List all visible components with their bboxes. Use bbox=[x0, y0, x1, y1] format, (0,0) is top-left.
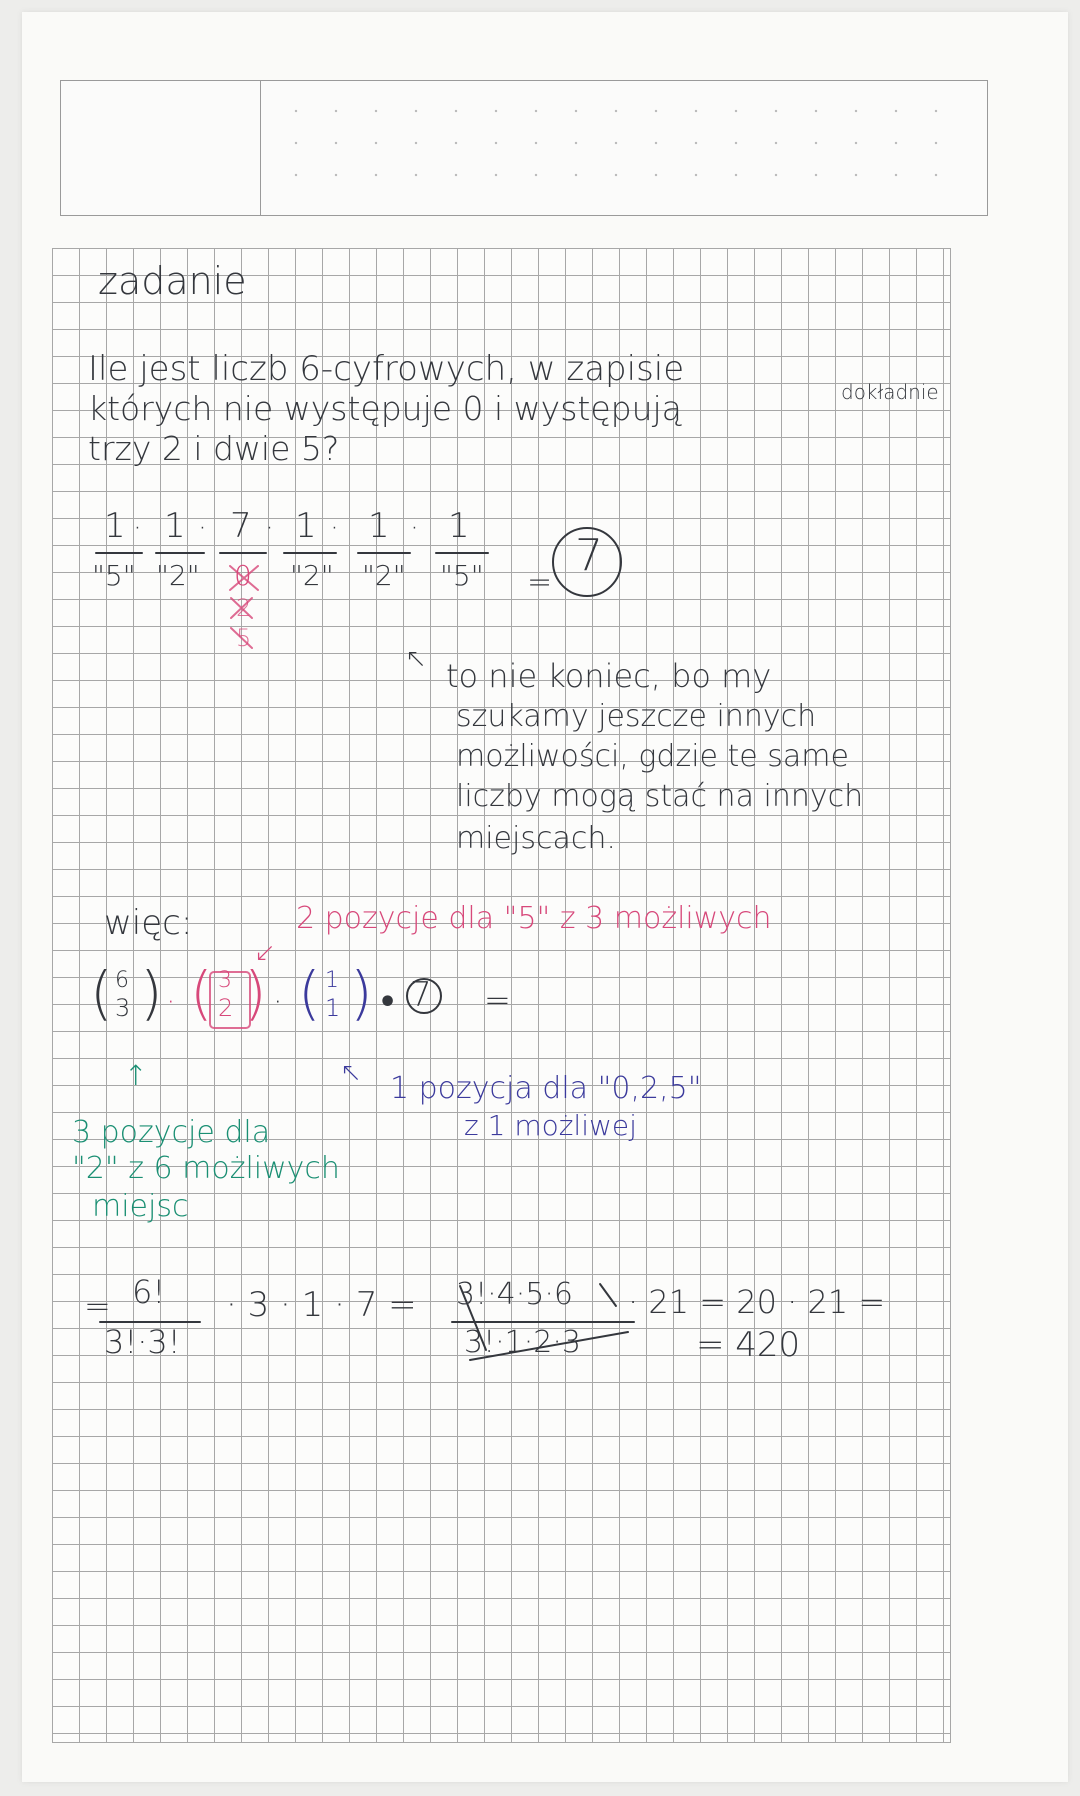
product-equals: = bbox=[527, 565, 553, 600]
binomial-1-paren-left: ( bbox=[90, 959, 113, 1027]
product-dot: · bbox=[265, 511, 274, 544]
final-result: = 420 bbox=[696, 1325, 801, 1365]
product-dot: · bbox=[198, 511, 207, 544]
green-arrow: ↑ bbox=[124, 1059, 148, 1092]
binomial-dot: • bbox=[378, 985, 398, 1020]
product-denominator-2: "2" bbox=[156, 559, 200, 592]
problem-insert-word: dokładnie bbox=[841, 380, 939, 404]
binomial-1-top: 6 bbox=[115, 968, 129, 993]
binomial-2-bottom: 2 bbox=[218, 994, 234, 1022]
purple-note-line-1: 1 pozycja dla "0,2,5" bbox=[390, 1071, 702, 1106]
pink-arrow: ↙ bbox=[254, 938, 276, 968]
binomial-2-paren-right: ) bbox=[244, 959, 267, 1027]
product-dot: · bbox=[133, 511, 142, 544]
note-line-5: miejscach. bbox=[456, 821, 616, 856]
binomial-dot: · bbox=[166, 985, 176, 1020]
final-fraction2-denominator: 3!·1·2·3 bbox=[464, 1325, 581, 1360]
final-fraction2-numerator: 3!·4·5·6 bbox=[456, 1277, 573, 1312]
note-line-1: to nie koniec, bo my bbox=[446, 657, 772, 695]
binomial-3-paren-right: ) bbox=[350, 959, 373, 1027]
problem-line-3: trzy 2 i dwie 5? bbox=[88, 429, 340, 468]
product-numerator-3: 7 bbox=[230, 506, 252, 546]
binomial-3-top: 1 bbox=[325, 968, 339, 993]
product-numerator-6: 1 bbox=[448, 506, 470, 546]
product-result: 7 bbox=[575, 530, 603, 581]
binomial-3-paren-left: ( bbox=[298, 959, 321, 1027]
wiec-label: więc: bbox=[104, 903, 193, 943]
note-line-3: możliwości, gdzie te same bbox=[456, 739, 849, 774]
binomial-dot: · bbox=[273, 985, 283, 1020]
product-denominator-3: 0 bbox=[234, 559, 252, 592]
product-numerator-5: 1 bbox=[368, 506, 390, 546]
crossed-digit: 2 bbox=[236, 594, 252, 622]
binomial-circled-seven: 7 bbox=[410, 975, 432, 1015]
green-note-line-1: 3 pozycje dla bbox=[72, 1115, 271, 1150]
binomial-2-top: 3 bbox=[218, 968, 232, 993]
final-fraction-denominator: 3!·3! bbox=[104, 1323, 181, 1361]
product-denominator-6: "5" bbox=[440, 559, 484, 592]
binomial-1-bottom: 3 bbox=[115, 994, 131, 1022]
binomial-equals: = bbox=[484, 981, 511, 1019]
problem-line-1: Ile jest liczb 6-cyfrowych, w zapisie bbox=[88, 349, 685, 389]
binomial-1-paren-right: ) bbox=[140, 959, 163, 1027]
final-middle: · 3 · 1 · 7 = bbox=[226, 1285, 417, 1325]
product-dot: · bbox=[330, 511, 339, 544]
crossed-digit: 5 bbox=[236, 624, 252, 652]
green-note-line-3: miejsc bbox=[92, 1189, 189, 1224]
product-denominator-5: "2" bbox=[362, 559, 406, 592]
note-line-2: szukamy jeszcze innych bbox=[456, 699, 817, 734]
product-numerator-1: 1 bbox=[104, 506, 126, 546]
product-denominator-1: "5" bbox=[92, 559, 136, 592]
binomial-2-paren-left: ( bbox=[190, 959, 213, 1027]
product-numerator-2: 1 bbox=[164, 506, 186, 546]
final-fraction-numerator: 6! bbox=[132, 1273, 166, 1311]
note-line-4: liczby mogą stać na innych bbox=[456, 779, 864, 814]
title: zadanie bbox=[98, 259, 247, 303]
product-numerator-4: 1 bbox=[295, 506, 317, 546]
pink-note: 2 pozycje dla "5" z 3 możliwych bbox=[296, 901, 772, 936]
problem-line-2: których nie występuje 0 i występują bbox=[88, 389, 682, 428]
note-arrow: ↖ bbox=[405, 644, 427, 674]
final-after: · 21 = 20 · 21 = bbox=[628, 1283, 886, 1321]
purple-arrow: ↖ bbox=[340, 1058, 362, 1088]
green-note-line-2: "2" z 6 możliwych bbox=[72, 1151, 340, 1186]
product-dot: · bbox=[410, 511, 419, 544]
purple-note-line-2: z 1 możliwej bbox=[464, 1109, 637, 1142]
binomial-3-bottom: 1 bbox=[325, 994, 341, 1022]
product-denominator-4: "2" bbox=[290, 559, 334, 592]
final-lead-equals: = bbox=[84, 1287, 111, 1325]
